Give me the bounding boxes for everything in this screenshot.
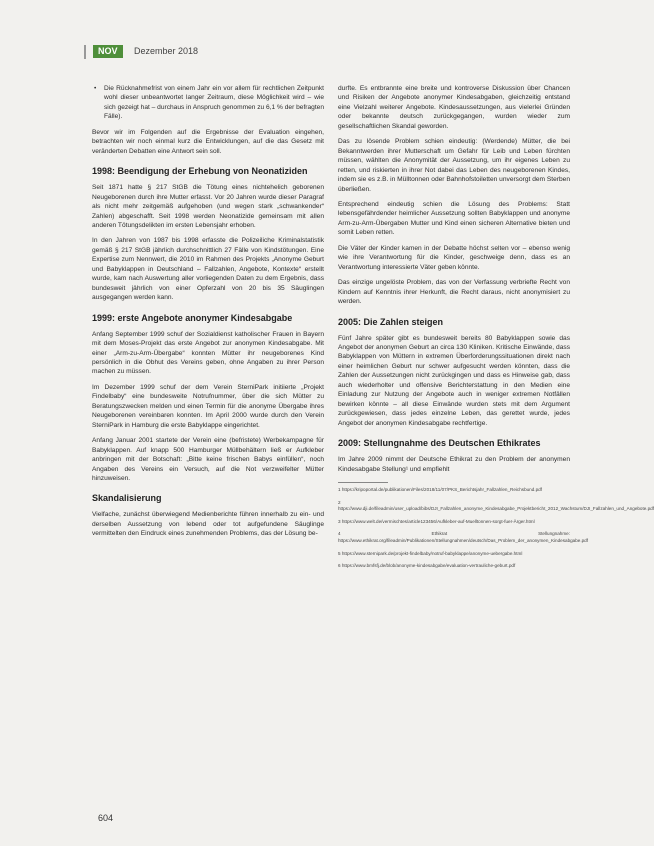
- footnote: 3 https://www.welt.de/vermischtes/article123456/Aufkleber-auf-Muelltonnen-sorgt-fuer-Ärger.html: [338, 518, 535, 524]
- right-column: [338, 84, 654, 576]
- intro-paragraph: Bevor wir im Folgenden auf die Ergebnisse der Evaluation eingehen, betrachten wir noch einmal kurz die Entwicklungen, auf die das Gesetz mit veränderten Debatten eine Antwort sein soll.: [92, 128, 324, 155]
- header-rule: [84, 45, 86, 59]
- paragraph: Fünf Jahre später gibt es bundesweit bereits 80 Babyklappen sowie das Angebot der anonymen Geburt an circa 130 Kliniken. Kritische Einwände, dass Babyklappen von Müttern in extremen Überforderungssituationen direkt nach einer heimlichen Geburt nur schwer aufgesucht werden könnten, dass die Zahlen der Aussetzungen nicht zurückgingen und dass es Hinweise gab, dass auch wiederholter und offensive Berichterstattung in den Medien eine Einladung zur Nutzung der Angebote auch in weniger extremen Notfällen bewirken könnte – all diese Einwände wurden stets mit dem Argument zurückgewiesen, dass jedes einzelne Leben, das gerettet wurde, jedes Angebot der anonymen Kindesabgabe rechtfertige.: [338, 334, 570, 427]
- paragraph: Das zu lösende Problem schien eindeutig: (Werdende) Mütter, die bei Bekanntwerden ihrer Mutterschaft um Gefahr für Leib und Leben fürchten müssen, wählten die Anonymität der Aussetzung, um ihr eigenes Leben zu retten, und riskierten in ihrer Not dabei das Leben des neugeborenen Kindes, indem sie es z.B. in Mülltonnen oder Bahnhofstoiletten unversorgt dem Sterben überließen.: [338, 138, 570, 193]
- section-heading-1998: 1998: Beendigung der Erhebung von Neonatiziden: [92, 166, 308, 177]
- bullet-dot: •: [94, 85, 97, 92]
- issue-date: Dezember 2018: [134, 46, 199, 56]
- paragraph: durfte. Es entbrannte eine breite und kontroverse Diskussion über Chancen und Risiken der Angebote anonymer Kindesabgaben, gleichzeitig entstand eine Vielzahl weiterer Angebote. Kindesaussetzungen, aus vielerlei Gründen oder bekannte deutsch zurückgegangen, wurden wieder zum gesellschaftlichen Skandal geworden.: [338, 85, 570, 130]
- section-heading-2009: 2009: Stellungnahme des Deutschen Ethikrates: [338, 438, 541, 449]
- paragraph: Die Väter der Kinder kamen in der Debatte höchst selten vor – ebenso wenig wie ihre Verantwortung für die Kinder, geschweige denn, dass es an Verantwortung interessierte Väter geben könnte.: [338, 244, 570, 271]
- paragraph: Entsprechend eindeutig schien die Lösung des Problems: Statt lebensgefährdender heimlicher Aussetzung sollten Babyklappen und anonyme Arm-zu-Arm-Übergaben Mutter und Kind einen sicheren Alternative bieten und somit Leben retten.: [338, 200, 570, 237]
- paragraph: Seit 1871 hatte § 217 StGB die Tötung eines nichtehelich geborenen Neugeborenen durch ihre Mutter erfasst. Vor 20 Jahren wurde dieser Paragraf als nicht mehr zeitgemäß aufgehoben (und wegen stark „schwankender“ Zahlen) abgeschafft. Seit 1998 werden Neonatizide gemeinsam mit allen anderen Tötungsdelikten im ersten Lebensjahr erhoben.: [92, 184, 324, 229]
- paragraph: Das einzige ungelöste Problem, das von der Verfassung verbriefte Recht von Kindern auf Kenntnis ihrer Herkunft, die Recht daraus, nicht anonymisiert zu werden.: [338, 279, 570, 306]
- paragraph: Im Jahre 2009 nimmt der Deutsche Ethikrat zu den Problem der anonymen Kindesabgabe Stellung¹ und empfiehlt: [338, 456, 570, 473]
- paragraph: Anfang Januar 2001 startete der Verein eine (befristete) Werbekampagne für Babyklappen. Auf knapp 500 Hamburger Müllbehältern ließ er Aufkleber anbringen mit der Botschaft: „Bitte keine frischen Babys einfüllen“, noch Angaben des Vereins ein Versuch, auf die Not verzweifelter Mütter hinzuweisen.: [92, 437, 324, 482]
- paragraph: Vielfache, zunächst überwiegend Medienberichte führen innerhalb zu ein- und derselben Aussetzung von lebend oder tot aufgefundene Säuglinge vermittelten den Eindruck eines zunehmenden Problems, das der Lösung be-: [92, 511, 324, 538]
- footnote: 5 https://www.sternipark.de/projekt-findelbaby/notruf-babyklappe/anonyme-uebergabe.html: [338, 550, 523, 556]
- footnote: 2 https://www.dji.de/fileadmin/user_upload/bibs/DJI_Fallzahlen_anonyme_Kindesabgabe_Projektbericht_2012_Wachstum/DJI_Fallzahlen_und_Angebote.pdf: [338, 499, 654, 512]
- section-heading-2005: 2005: Die Zahlen steigen: [338, 316, 444, 327]
- section-heading-1999: 1999: erste Angebote anonymer Kindesabgabe: [92, 312, 293, 323]
- page-number: 604: [98, 813, 114, 823]
- paragraph: Im Dezember 1999 schuf der dem Verein SterniPark initiierte „Projekt Findelbaby“ eine bundesweite Notrufnummer, über die sich Mütter zu Beratungszwecken melden und einen Termin für die anonyme Übergabe ihres Neugeborenen vereinbaren konnten. Im April 2000 wurde durch den Verein SterniPark in Hamburg die erste Babyklappe eingerichtet.: [92, 383, 324, 429]
- footnote: 4 Ethikrat Stellungnahme: https://www.ethikrat.org/fileadmin/Publikationen/Stellungnahmen/deutsch/Das_Problem_der_anonymen_Kindesabgabe.pdf: [338, 531, 589, 543]
- footnote-rule: [338, 482, 388, 483]
- paragraph: Anfang September 1999 schuf der Sozialdienst katholischer Frauen in Bayern mit dem Moses-Projekt das erste Angebot zur anonymen Kindesabgabe. Mit einer „Arm-zu-Arm-Übergabe“ konnten Mütter ihr neugeborenes Kind persönlich in die Obhut des Vereins geben, ohne Angaben zu ihrer Person machen zu müssen.: [92, 330, 324, 376]
- footnote: 6 https://www.bmfsfj.de/blob/anonyme-kindesabgabe/evaluation-vertrauliche-geburt.pdf: [338, 563, 516, 569]
- bullet-item: [92, 84, 324, 122]
- left-column: [92, 84, 324, 545]
- section-heading-skandalisierung: Skandalisierung: [92, 493, 162, 504]
- bullet-text: Die Rücknahmefrist von einem Jahr ein vor allem für rechtlichen Zeitpunkt wohl dieser unbeantwortet langer Zeitraum, diese Möglichkeit wird – wie sich gezeigt hat – durchaus in Anspruch genommen zu 6,1 % der befragten Fälle).: [104, 85, 324, 121]
- issue-badge: NOV: [93, 45, 123, 58]
- paragraph: In den Jahren von 1987 bis 1998 erfasste die Polizeiliche Kriminalstatistik gemäß § 217 StGB jährlich durchschnittlich 27 Fälle von Kindstötungen. Eine Expertise zum Nennwert, die 2010 im Rahmen des Projekts „Anonyme Geburt und Babyklappen in Deutschland – Fallzahlen, Angebote, Kontexte“ erstellt wurde, kam nach Auswertung aller vorliegenden Daten zu dem Ergebnis, dass bundesweit jährlich von einer Opferzahl von 20 bis 35 Säuglingen ausgegangen werden kann.: [92, 237, 324, 302]
- footnote: 1 https://kripoportal.de/publikationen/Files/2018/11/07/PKS_Berichtsjahr_Fallzahlen_Reichsbund.pdf: [338, 486, 542, 492]
